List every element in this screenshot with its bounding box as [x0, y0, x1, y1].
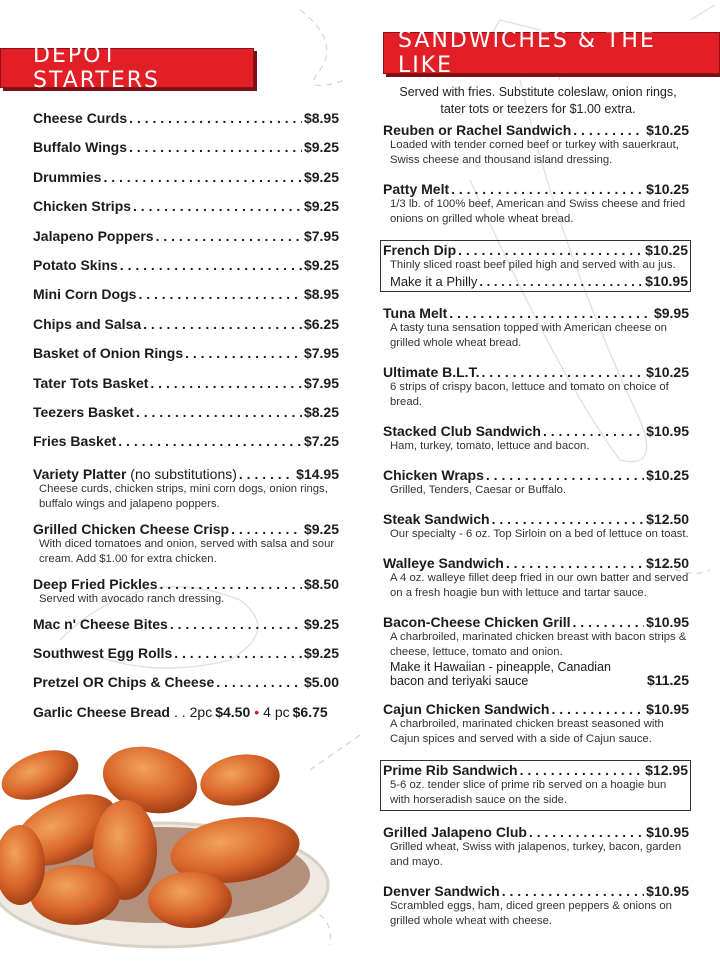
item-row [33, 466, 339, 482]
item-row [383, 614, 689, 630]
item-description: Ham, turkey, tomato, lettuce and bacon. [390, 440, 590, 452]
item-name: Grilled Jalapeno Club [383, 824, 527, 840]
dot-leader [138, 286, 302, 302]
item-name: Bacon-Cheese Chicken Grill [383, 614, 571, 630]
dot-leader [543, 423, 644, 439]
item-price: $9.25 [303, 139, 339, 156]
item-price: $10.95 [646, 423, 689, 439]
section-title: SANDWICHES & THE LIKE [398, 28, 656, 78]
dot-leader [143, 316, 302, 332]
item-description: Served with avocado ranch dressing. [39, 592, 225, 605]
menu-item-southwest-egg-rolls [33, 645, 339, 674]
item-description: With diced tomatoes and onion, served with salsa and sour cream. Add $1.00 for extra chicken. [39, 537, 335, 565]
menu-item-teezers-basket [33, 404, 339, 433]
item-row [383, 511, 689, 527]
dot-leader [133, 198, 302, 214]
upgrade-name: Make it Hawaiian - pineapple, Canadian bacon and teriyaki sauce [390, 660, 611, 688]
item-price: $8.95 [303, 110, 339, 126]
item-description: Loaded with tender corned beef or turkey with sauerkraut, Swiss cheese and thousand island dressing. [390, 139, 679, 166]
item-price: $10.25 [646, 181, 689, 197]
dot-leader [486, 467, 644, 483]
item-price: $7.95 [303, 374, 339, 391]
item-row [383, 555, 689, 571]
item-price: $10.95 [646, 614, 689, 630]
item-name: Drummies [33, 168, 102, 185]
dot-leader [573, 122, 644, 138]
item-price: $5.00 [303, 674, 339, 691]
item-row [383, 824, 689, 840]
item-name: Fries Basket [33, 433, 117, 450]
item-description: 6 strips of crispy bacon, lettuce and tomato on choice of bread. [390, 381, 669, 408]
menu-item-patty-melt [383, 181, 689, 227]
dot-leader [118, 433, 302, 449]
menu-item-drummies [33, 169, 339, 198]
item-description: Our specialty - 6 oz. Top Sirloin on a bed of lettuce on toast. [390, 528, 689, 540]
dot-leader [129, 139, 302, 155]
dot-leader [458, 242, 643, 258]
item-description: A charbroiled, marinated chicken breast seasoned with Cajun spices and served with a side of Cajun sauce. [390, 718, 664, 745]
item-price: $9.95 [653, 305, 689, 321]
item-price: $10.25 [645, 242, 688, 258]
item-row [33, 576, 339, 592]
buffalo-wings-photo [0, 735, 330, 955]
item-name: Pretzel OR Chips & Cheese [33, 674, 215, 691]
item-description: Scrambled eggs, ham, diced green peppers & onions on grilled whole wheat with cheese. [390, 900, 672, 927]
menu-item-prime-rib-sandwich [380, 760, 691, 811]
upgrade-price: $10.95 [645, 273, 688, 289]
dot-leader [492, 511, 645, 527]
item-name: Mac n' Cheese Bites [33, 615, 168, 632]
dot-leader [449, 305, 652, 321]
dot-leader [481, 364, 644, 380]
dot-leader [506, 555, 644, 571]
item-price: $10.25 [646, 467, 689, 483]
item-price: $9.25 [303, 198, 339, 215]
item-row [33, 521, 339, 537]
menu-item-chips-and-salsa [33, 316, 339, 345]
item-description: 5-6 oz. tender slice of prime rib served on a hoagie bun with horseradish sauce on the side. [390, 779, 667, 806]
item-description: Thinly sliced roast beef piled high and served with au jus. [390, 259, 676, 271]
menu-item-tuna-melt [383, 305, 689, 351]
item-name: Deep Fried Pickles [33, 575, 158, 592]
item-price: $7.95 [303, 227, 339, 244]
menu-item-grilled-jalapeno-club [383, 824, 689, 870]
item-name: Walleye Sandwich [383, 555, 504, 571]
item-name: Ultimate B.L.T. [383, 364, 480, 380]
item-price: $12.95 [645, 762, 688, 778]
bullet-icon: • [254, 703, 260, 720]
menu-item-denver-sandwich [383, 883, 689, 929]
item-description: Grilled wheat, Swiss with jalapenos, turkey, bacon, garden and mayo. [390, 841, 682, 868]
item-name: Tater Tots Basket [33, 374, 149, 391]
upgrade-row [390, 660, 689, 688]
menu-item-jalapeno-poppers [33, 228, 339, 257]
menu-item-fries-basket [33, 433, 339, 462]
item-upgrade [383, 660, 689, 688]
item-description: A tasty tuna sensation topped with American cheese on grilled whole wheat bread. [390, 322, 667, 349]
menu-item-bacon-cheese-chicken-grill [383, 614, 689, 688]
item-description: Grilled, Tenders, Caesar or Buffalo. [390, 484, 567, 496]
sandwiches-list [383, 84, 689, 942]
item-upgrade [383, 273, 688, 289]
dot-leader [239, 466, 294, 482]
item-name: Southwest Egg Rolls [33, 645, 173, 662]
item-price: $8.25 [303, 403, 339, 420]
item-price: $7.95 [303, 345, 339, 362]
item-row [383, 122, 689, 138]
menu-item-stacked-club-sandwich [383, 423, 689, 454]
dot-leader [103, 169, 301, 185]
item-price: $10.95 [646, 883, 689, 899]
dot-leader [573, 614, 645, 630]
item-price: $8.50 [303, 575, 339, 592]
menu-item-cheese-curds [33, 110, 339, 139]
item-name: Patty Melt [383, 181, 450, 197]
item-description: A 4 oz. walleye fillet deep fried in our own batter and served on a fresh hoagie bun with lettuce and tartar sauce. [390, 572, 689, 599]
menu-item-mac-n-cheese-bites [33, 616, 339, 645]
dot-leader [502, 883, 644, 899]
menu-item-tater-tots-basket [33, 375, 339, 404]
depot-starters-banner [0, 43, 254, 93]
menu-item-cajun-chicken-sandwich [383, 701, 689, 747]
menu-item-grilled-chicken-cheese-crisp [33, 521, 339, 567]
menu-item-chicken-wraps [383, 467, 689, 498]
item-description: Cheese curds, chicken strips, mini corn dogs, onion rings, buffalo wings and jalapeno poppers. [39, 482, 328, 510]
upgrade-name: Make it a Philly [390, 274, 478, 289]
item-price: $9.25 [303, 256, 339, 273]
item-row [383, 762, 688, 778]
item-row [383, 364, 689, 380]
dot-leader [520, 762, 644, 778]
menu-item-variety-platter [33, 466, 339, 512]
menu-item-buffalo-wings [33, 139, 339, 168]
item-name: Grilled Chicken Cheese Crisp [33, 520, 230, 537]
item-name: Chicken Strips [33, 198, 132, 215]
item-price: $9.25 [303, 645, 339, 662]
item-price: $7.25 [303, 433, 339, 450]
item-name: Steak Sandwich [383, 511, 490, 527]
item-price: $9.25 [303, 168, 339, 185]
item-name: Stacked Club Sandwich [383, 423, 541, 439]
item-price: $9.25 [303, 520, 339, 537]
item-description: 1/3 lb. of 100% beef, American and Swiss cheese and fried onions on grilled whole wheat bread. [390, 198, 686, 225]
item-name: Cheese Curds [33, 110, 128, 126]
item-row [383, 242, 688, 258]
item-name: Basket of Onion Rings [33, 345, 184, 362]
menu-item-walleye-sandwich [383, 555, 689, 601]
item-name: Cajun Chicken Sandwich [383, 701, 550, 717]
item-name: Potato Skins [33, 256, 118, 273]
sandwiches-intro: Served with fries. Substitute coleslaw, onion rings, tater tots or teezers for $1.00 extra. [399, 85, 677, 116]
item-name: Reuben or Rachel Sandwich [383, 122, 572, 138]
menu-item-pretzel-or-chips-cheese [33, 674, 339, 703]
item-price: $8.95 [303, 286, 339, 303]
menu-item-french-dip [380, 240, 691, 292]
dot-leader [156, 228, 302, 244]
item-price: $10.95 [646, 701, 689, 717]
item-name: Teezers Basket [33, 403, 134, 420]
menu-item-potato-skins [33, 257, 339, 286]
menu-item-reuben-or-rachel-sandwich [383, 122, 689, 168]
dot-leader [529, 824, 644, 840]
item-name: Prime Rib Sandwich [383, 762, 518, 778]
dot-leader [479, 274, 643, 289]
item-row [383, 181, 689, 197]
item-row [383, 467, 689, 483]
dot-leader [160, 576, 302, 592]
sandwiches-banner [383, 28, 720, 78]
dot-leader [174, 645, 302, 661]
item-price: $10.95 [646, 824, 689, 840]
dot-leader [129, 110, 302, 126]
item-price: $12.50 [646, 511, 689, 527]
item-price: $14.95 [296, 465, 339, 482]
item-name: Denver Sandwich [383, 883, 500, 899]
menu-item-mini-corn-dogs [33, 286, 339, 315]
menu-item-deep-fried-pickles [33, 576, 339, 607]
item-name: Tuna Melt [383, 305, 448, 321]
item-row [383, 423, 689, 439]
item-name: Buffalo Wings [33, 139, 127, 156]
menu-item-basket-of-onion-rings [33, 345, 339, 374]
item-row [383, 305, 689, 321]
item-row [383, 701, 689, 717]
item-name: Chips and Salsa [33, 315, 142, 332]
dot-leader [451, 181, 644, 197]
item-note: (no substitutions) [130, 465, 237, 482]
item-name: Chicken Wraps [383, 467, 484, 483]
dot-leader [120, 257, 302, 273]
item-price: $6.25 [303, 315, 339, 332]
item-row [383, 883, 689, 899]
dot-leader [231, 521, 302, 537]
menu-item-ultimate-b-l-t [383, 364, 689, 410]
dot-leader [216, 674, 302, 690]
item-price: $12.50 [646, 555, 689, 571]
dot-leader [170, 616, 302, 632]
item-name: Mini Corn Dogs [33, 286, 137, 303]
starters-list [33, 110, 339, 733]
menu-item-chicken-strips [33, 198, 339, 227]
item-price: $9.25 [303, 615, 339, 632]
dot-leader [185, 345, 302, 361]
menu-item-steak-sandwich [383, 511, 689, 542]
dot-leader [150, 375, 302, 391]
item-price: $10.25 [646, 122, 689, 138]
dot-leader [551, 701, 644, 717]
section-title: DEPOT STARTERS [33, 43, 161, 93]
menu-item-garlic-cheese-bread: Garlic Cheese Bread . . 2pc $4.50 • 4 pc $6.75 [33, 703, 328, 720]
item-name: Variety Platter (no substitutions) [33, 465, 237, 482]
item-price: $10.25 [646, 364, 689, 380]
upgrade-price: $11.25 [646, 672, 689, 688]
item-description: A charbroiled, marinated chicken breast with bacon strips & cheese, lettuce, tomato and onion. [390, 631, 687, 658]
dot-leader [136, 404, 302, 420]
item-name: Jalapeno Poppers [33, 227, 154, 244]
item-name: French Dip [383, 242, 457, 258]
